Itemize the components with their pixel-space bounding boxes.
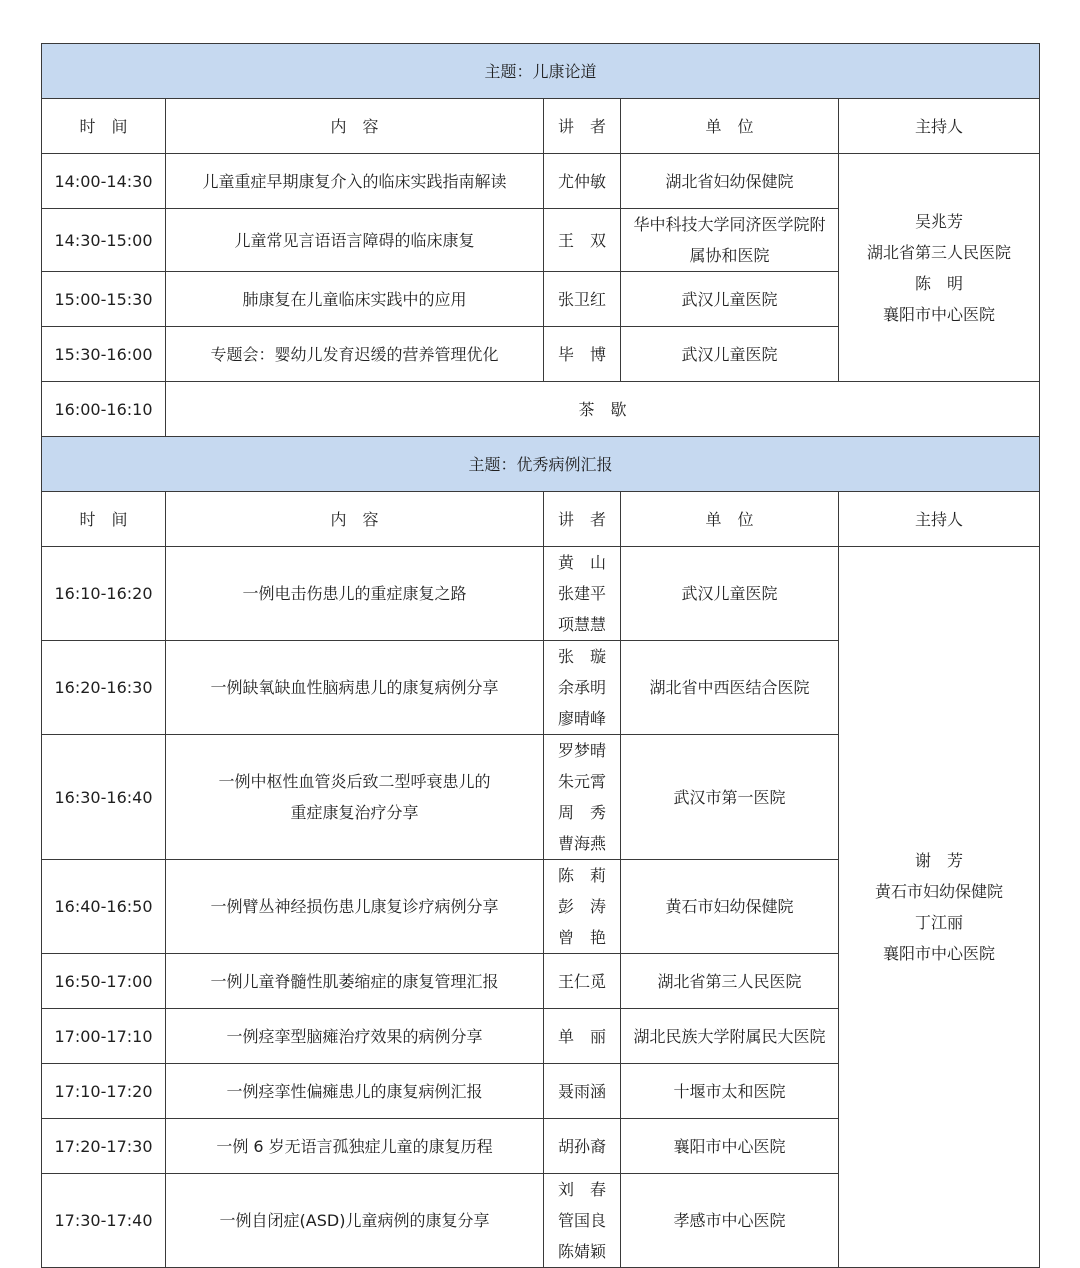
content-cell: 一例电击伤患儿的重症康复之路 bbox=[166, 547, 544, 641]
content-cell: 一例 6 岁无语言孤独症儿童的康复历程 bbox=[166, 1119, 544, 1174]
speaker-name: 项慧慧 bbox=[557, 615, 606, 634]
speaker-cell: 尤仲敏 bbox=[544, 154, 621, 209]
section-theme: 主题：优秀病例汇报 bbox=[42, 437, 1040, 492]
time-cell: 17:30-17:40 bbox=[42, 1174, 166, 1268]
unit-cell: 武汉儿童医院 bbox=[621, 547, 839, 641]
speaker-name: 彭 涛 bbox=[557, 897, 606, 916]
time-cell: 16:50-17:00 bbox=[42, 954, 166, 1009]
speaker-name: 周 秀 bbox=[557, 803, 606, 822]
content-cell: 一例儿童脊髓性肌萎缩症的康复管理汇报 bbox=[166, 954, 544, 1009]
host-name: 谢 芳 bbox=[915, 851, 964, 870]
time-cell: 16:00-16:10 bbox=[42, 382, 166, 437]
host-cell bbox=[839, 547, 1040, 1268]
speaker-cell: 毕 博 bbox=[544, 327, 621, 382]
header-unit: 单 位 bbox=[621, 492, 839, 547]
unit-cell: 武汉儿童医院 bbox=[621, 272, 839, 327]
unit-cell: 襄阳市中心医院 bbox=[621, 1119, 839, 1174]
unit-cell: 孝感市中心医院 bbox=[621, 1174, 839, 1268]
content-cell: 专题会：婴幼儿发育迟缓的营养管理优化 bbox=[166, 327, 544, 382]
content-line: 一例中枢性血管炎后致二型呼衰患儿的 bbox=[218, 772, 491, 791]
speaker-name: 刘 春 bbox=[557, 1180, 606, 1199]
speaker-name: 管国良 bbox=[557, 1211, 606, 1230]
header-row bbox=[42, 99, 1040, 154]
speaker-cell bbox=[544, 1174, 621, 1268]
unit-cell: 湖北省中西医结合医院 bbox=[621, 641, 839, 735]
speaker-cell: 单 丽 bbox=[544, 1009, 621, 1064]
speaker-name: 曾 艳 bbox=[557, 928, 606, 947]
speaker-name: 张建平 bbox=[557, 584, 606, 603]
speaker-cell bbox=[544, 735, 621, 860]
table-row bbox=[42, 547, 1040, 641]
speaker-cell: 王 双 bbox=[544, 209, 621, 272]
content-cell: 肺康复在儿童临床实践中的应用 bbox=[166, 272, 544, 327]
header-host: 主持人 bbox=[839, 492, 1040, 547]
time-cell: 15:00-15:30 bbox=[42, 272, 166, 327]
speaker-name: 陈 莉 bbox=[557, 866, 606, 885]
speaker-cell: 聂雨涵 bbox=[544, 1064, 621, 1119]
unit-cell: 华中科技大学同济医学院附属协和医院 bbox=[621, 209, 839, 272]
host-unit: 黄石市妇幼保健院 bbox=[875, 882, 1004, 901]
speaker-cell bbox=[544, 860, 621, 954]
content-cell: 一例痉挛型脑瘫治疗效果的病例分享 bbox=[166, 1009, 544, 1064]
unit-cell: 武汉市第一医院 bbox=[621, 735, 839, 860]
speaker-name: 廖晴峰 bbox=[557, 709, 606, 728]
section-theme: 主题：儿康论道 bbox=[42, 44, 1040, 99]
break-row bbox=[42, 382, 1040, 437]
host-unit: 湖北省第三人民医院 bbox=[867, 242, 1012, 262]
section-theme-row bbox=[42, 437, 1040, 492]
time-cell: 17:00-17:10 bbox=[42, 1009, 166, 1064]
speaker-cell: 王仁觅 bbox=[544, 954, 621, 1009]
content-cell: 一例缺氧缺血性脑病患儿的康复病例分享 bbox=[166, 641, 544, 735]
content-cell bbox=[166, 735, 544, 860]
schedule-table bbox=[41, 43, 1040, 1268]
host-name: 吴兆芳 bbox=[915, 211, 964, 231]
time-cell: 15:30-16:00 bbox=[42, 327, 166, 382]
time-cell: 16:10-16:20 bbox=[42, 547, 166, 641]
content-cell: 一例痉挛性偏瘫患儿的康复病例汇报 bbox=[166, 1064, 544, 1119]
speaker-name: 陈婧颖 bbox=[557, 1242, 606, 1261]
table-row bbox=[42, 154, 1040, 209]
speaker-name: 曹海燕 bbox=[557, 834, 606, 853]
content-cell: 儿童常见言语语言障碍的临床康复 bbox=[166, 209, 544, 272]
speaker-cell bbox=[544, 641, 621, 735]
header-row bbox=[42, 492, 1040, 547]
time-cell: 14:30-15:00 bbox=[42, 209, 166, 272]
unit-cell: 十堰市太和医院 bbox=[621, 1064, 839, 1119]
time-cell: 14:00-14:30 bbox=[42, 154, 166, 209]
break-label: 茶 歇 bbox=[166, 382, 1040, 437]
unit-cell: 湖北民族大学附属民大医院 bbox=[621, 1009, 839, 1064]
host-cell bbox=[839, 154, 1040, 382]
content-cell: 一例臂丛神经损伤患儿康复诊疗病例分享 bbox=[166, 860, 544, 954]
speaker-cell: 胡孙裔 bbox=[544, 1119, 621, 1174]
content-cell: 儿童重症早期康复介入的临床实践指南解读 bbox=[166, 154, 544, 209]
speaker-name: 罗梦晴 bbox=[557, 741, 606, 760]
host-name: 陈 明 bbox=[915, 273, 964, 293]
speaker-cell: 张卫红 bbox=[544, 272, 621, 327]
header-speaker: 讲 者 bbox=[544, 492, 621, 547]
time-cell: 16:30-16:40 bbox=[42, 735, 166, 860]
host-unit: 襄阳市中心医院 bbox=[883, 304, 996, 324]
unit-cell: 湖北省妇幼保健院 bbox=[621, 154, 839, 209]
speaker-name: 余承明 bbox=[557, 678, 606, 697]
header-time: 时 间 bbox=[42, 99, 166, 154]
header-content: 内 容 bbox=[166, 99, 544, 154]
speaker-name: 张 璇 bbox=[557, 647, 606, 666]
speaker-name: 朱元霄 bbox=[557, 772, 606, 791]
header-unit: 单 位 bbox=[621, 99, 839, 154]
host-unit: 襄阳市中心医院 bbox=[883, 944, 996, 963]
header-content: 内 容 bbox=[166, 492, 544, 547]
header-speaker: 讲 者 bbox=[544, 99, 621, 154]
time-cell: 16:40-16:50 bbox=[42, 860, 166, 954]
unit-cell: 黄石市妇幼保健院 bbox=[621, 860, 839, 954]
time-cell: 16:20-16:30 bbox=[42, 641, 166, 735]
time-cell: 17:10-17:20 bbox=[42, 1064, 166, 1119]
time-cell: 17:20-17:30 bbox=[42, 1119, 166, 1174]
speaker-cell bbox=[544, 547, 621, 641]
header-time: 时 间 bbox=[42, 492, 166, 547]
content-line: 重症康复治疗分享 bbox=[290, 803, 419, 822]
unit-cell: 湖北省第三人民医院 bbox=[621, 954, 839, 1009]
host-name: 丁江丽 bbox=[915, 913, 964, 932]
unit-cell: 武汉儿童医院 bbox=[621, 327, 839, 382]
speaker-name: 黄 山 bbox=[557, 553, 606, 572]
content-cell: 一例自闭症(ASD)儿童病例的康复分享 bbox=[166, 1174, 544, 1268]
section-theme-row bbox=[42, 44, 1040, 99]
header-host: 主持人 bbox=[839, 99, 1040, 154]
